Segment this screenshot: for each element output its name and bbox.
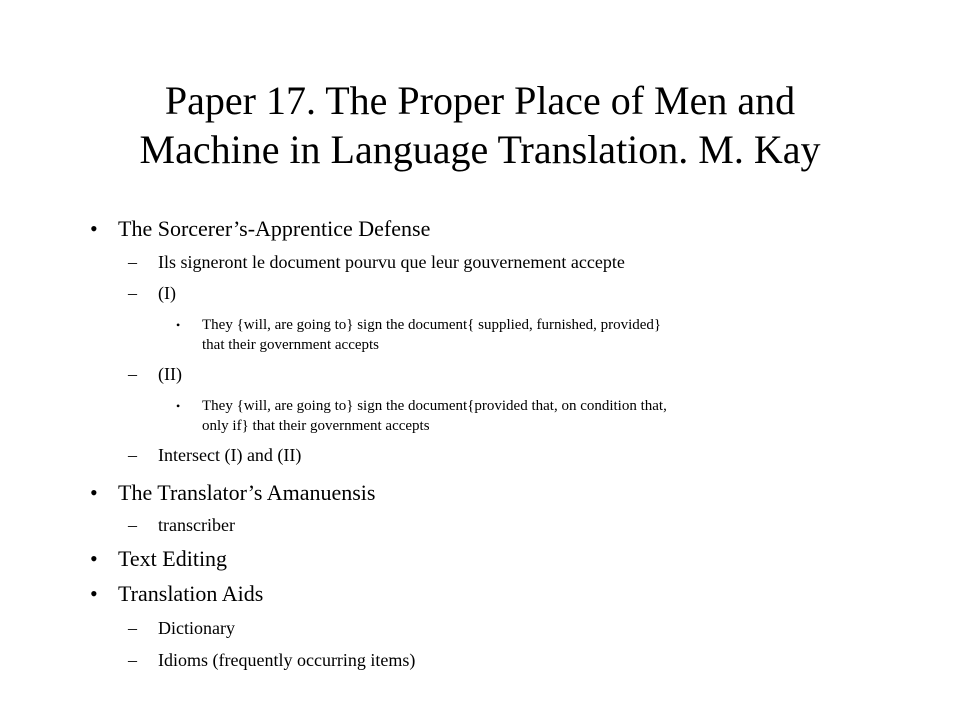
- dash-icon: –: [128, 252, 137, 272]
- bullet-icon: •: [90, 546, 98, 571]
- bullet-icon: •: [90, 216, 98, 241]
- sub-item-text: Ils signeront le document pourvu que leur gouvernement accepte: [158, 252, 625, 272]
- small-bullet-icon: •: [176, 318, 181, 332]
- sub-item-text: (II): [158, 364, 182, 384]
- detail-text-line-1: They {will, are going to} sign the document{provided that, on condition that,: [202, 398, 667, 414]
- dash-icon: –: [128, 618, 137, 638]
- sub-item-text: Intersect (I) and (II): [158, 445, 302, 465]
- sub-item-text: Dictionary: [158, 618, 235, 638]
- bullet-icon: •: [90, 581, 98, 606]
- bullet-icon: •: [90, 480, 98, 505]
- detail-text-line-1: They {will, are going to} sign the document{ supplied, furnished, provided}: [202, 317, 662, 333]
- sub-item-text: (I): [158, 283, 176, 303]
- small-bullet-icon: •: [176, 399, 181, 413]
- dash-icon: –: [128, 515, 137, 535]
- bullet-text: Translation Aids: [118, 581, 264, 606]
- dash-icon: –: [128, 650, 137, 670]
- detail-text-line-2: that their government accepts: [202, 337, 380, 353]
- bullet-text: The Sorcerer’s-Apprentice Defense: [118, 216, 431, 241]
- bullet-text: Text Editing: [118, 546, 228, 571]
- sub-item-text: Idioms (frequently occurring items): [158, 650, 416, 670]
- slide-title: [60, 76, 900, 174]
- bullet-text: The Translator’s Amanuensis: [118, 480, 376, 505]
- title-line-1: Paper 17. The Proper Place of Men and: [164, 78, 796, 123]
- sub-item-text: transcriber: [158, 515, 235, 535]
- title-line-2: Machine in Language Translation. M. Kay: [139, 127, 821, 172]
- dash-icon: –: [128, 445, 137, 465]
- dash-icon: –: [128, 364, 137, 384]
- dash-icon: –: [128, 283, 137, 303]
- detail-text-line-2: only if} that their government accepts: [202, 418, 430, 434]
